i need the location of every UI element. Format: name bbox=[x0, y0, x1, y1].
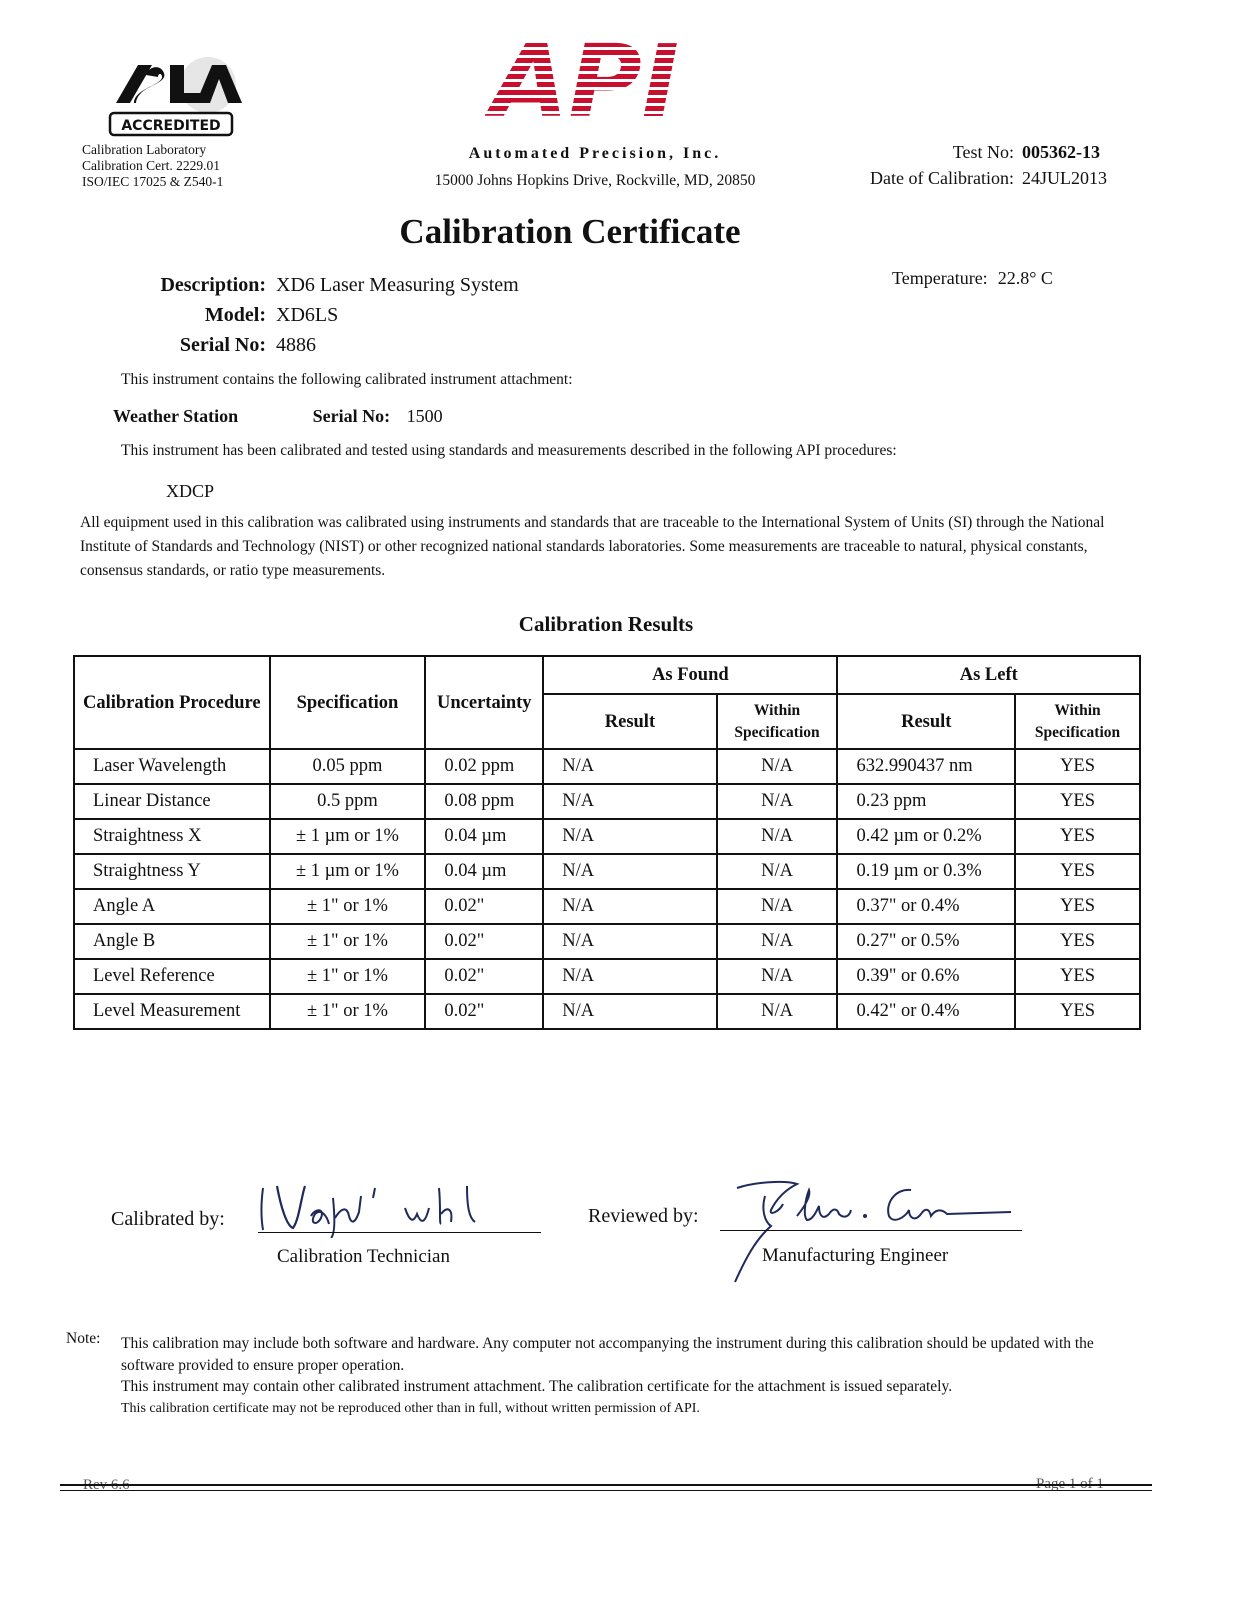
as-left-within-cell: YES bbox=[1015, 889, 1140, 924]
svg-text:API: API bbox=[491, 34, 679, 124]
company-address: 15000 Johns Hopkins Drive, Rockville, MD, 20850 bbox=[434, 172, 756, 189]
specification-cell: ± 1" or 1% bbox=[270, 959, 426, 994]
specification-cell: ± 1 µm or 1% bbox=[270, 854, 426, 889]
technician-signature-line bbox=[258, 1232, 541, 1233]
test-number-label: Test No: bbox=[952, 142, 1014, 162]
procedure-cell: Angle B bbox=[74, 924, 270, 959]
procedures-intro: This instrument has been calibrated and tested using standards and measurements described in the following API procedures: bbox=[121, 442, 897, 459]
table-row bbox=[74, 924, 1140, 959]
specification-cell: ± 1" or 1% bbox=[270, 924, 426, 959]
procedure-cell: Angle A bbox=[74, 889, 270, 924]
footer-rule-top bbox=[60, 1484, 1152, 1486]
procedure-cell: Level Reference bbox=[74, 959, 270, 994]
header-as-found: As Found bbox=[543, 656, 837, 694]
svg-text:ACCREDITED: ACCREDITED bbox=[121, 118, 221, 134]
api-logo bbox=[485, 34, 685, 124]
company-block bbox=[412, 145, 778, 190]
engineer-title: Manufacturing Engineer bbox=[762, 1245, 949, 1266]
as-left-result-cell: 0.42" or 0.4% bbox=[837, 994, 1015, 1029]
as-found-result-cell: N/A bbox=[543, 889, 716, 924]
uncertainty-cell: 0.02 ppm bbox=[425, 749, 543, 784]
note-label: Note: bbox=[66, 1330, 101, 1347]
as-found-result-cell: N/A bbox=[543, 924, 716, 959]
reviewed-by-label: Reviewed by: bbox=[588, 1205, 699, 1227]
procedure-cell: Level Measurement bbox=[74, 994, 270, 1029]
procedure-code: XDCP bbox=[166, 481, 215, 501]
test-info bbox=[842, 139, 1107, 191]
as-found-result-cell: N/A bbox=[543, 854, 716, 889]
uncertainty-cell: 0.08 ppm bbox=[425, 784, 543, 819]
specification-cell: ± 1 µm or 1% bbox=[270, 819, 426, 854]
as-found-within-cell: N/A bbox=[717, 924, 838, 959]
as-found-result-cell: N/A bbox=[543, 994, 716, 1029]
temperature-value: 22.8° C bbox=[997, 268, 1053, 288]
as-found-within-cell: N/A bbox=[717, 889, 838, 924]
a2la-accreditation-logo bbox=[108, 55, 244, 139]
technician-signature bbox=[255, 1168, 555, 1238]
engineer-signature-line bbox=[720, 1230, 1022, 1231]
engineer-signature bbox=[725, 1160, 1025, 1290]
as-left-result-cell: 0.37" or 0.4% bbox=[837, 889, 1015, 924]
as-left-result-cell: 0.27" or 0.5% bbox=[837, 924, 1015, 959]
calibration-date-label: Date of Calibration: bbox=[870, 168, 1014, 188]
specification-cell: 0.05 ppm bbox=[270, 749, 426, 784]
serial-value: 4886 bbox=[276, 334, 316, 356]
header-procedure: Calibration Procedure bbox=[74, 656, 270, 749]
uncertainty-cell: 0.02" bbox=[425, 924, 543, 959]
specification-cell: ± 1" or 1% bbox=[270, 889, 426, 924]
table-row bbox=[74, 854, 1140, 889]
calibration-date: 24JUL2013 bbox=[1022, 168, 1107, 188]
serial-label: Serial No: bbox=[179, 334, 266, 356]
as-found-within-cell: N/A bbox=[717, 749, 838, 784]
results-title: Calibration Results bbox=[518, 612, 694, 636]
accreditation-line2: Calibration Cert. 2229.01 bbox=[82, 158, 220, 173]
table-row bbox=[74, 749, 1140, 784]
note-line1: This calibration may include both software and hardware. Any computer not accompanying the instrument during this calibration should be updated with the software provided to ensure proper operation. bbox=[121, 1335, 1094, 1374]
header-uncertainty: Uncertainty bbox=[425, 656, 543, 749]
model-value: XD6LS bbox=[276, 304, 339, 326]
as-found-result-cell: N/A bbox=[543, 959, 716, 994]
attachment-name: Weather Station bbox=[113, 406, 239, 426]
attachment-intro: This instrument contains the following calibrated instrument attachment: bbox=[121, 371, 573, 388]
note-text bbox=[121, 1333, 1111, 1419]
header-found-result: Result bbox=[543, 694, 716, 749]
uncertainty-cell: 0.02" bbox=[425, 889, 543, 924]
as-found-within-cell: N/A bbox=[717, 959, 838, 994]
as-left-result-cell: 0.39" or 0.6% bbox=[837, 959, 1015, 994]
as-left-result-cell: 0.42 µm or 0.2% bbox=[837, 819, 1015, 854]
attachment-serial: 1500 bbox=[406, 406, 443, 426]
as-left-result-cell: 632.990437 nm bbox=[837, 749, 1015, 784]
uncertainty-cell: 0.02" bbox=[425, 994, 543, 1029]
note-line2: This instrument may contain other calibrated instrument attachment. The calibration certificate for the attachment is issued separately. bbox=[121, 1378, 953, 1395]
as-left-result-cell: 0.19 µm or 0.3% bbox=[837, 854, 1015, 889]
test-number: 005362-13 bbox=[1022, 142, 1100, 162]
as-found-result-cell: N/A bbox=[543, 749, 716, 784]
procedure-cell: Linear Distance bbox=[74, 784, 270, 819]
as-found-result-cell: N/A bbox=[543, 784, 716, 819]
description-value: XD6 Laser Measuring System bbox=[276, 274, 519, 296]
accreditation-text bbox=[82, 142, 223, 190]
table-row bbox=[74, 959, 1140, 994]
procedure-cell: Straightness Y bbox=[74, 854, 270, 889]
attachment-row bbox=[113, 406, 443, 427]
as-found-within-cell: N/A bbox=[717, 854, 838, 889]
as-left-within-cell: YES bbox=[1015, 959, 1140, 994]
table-row bbox=[74, 784, 1140, 819]
calibration-results-table bbox=[73, 655, 1141, 1030]
specification-cell: 0.5 ppm bbox=[270, 784, 426, 819]
temperature bbox=[892, 268, 1053, 289]
as-found-within-cell: N/A bbox=[717, 819, 838, 854]
traceability-statement: All equipment used in this calibration was calibrated using instruments and standards that are traceable to the International System of Units (SI) through the National Institute of Standards and Technology (NIST) or other recognized national standards laboratories. Some measurements are traceable to natural, physical constants, consensus standards, or ratio type measurements. bbox=[80, 514, 1105, 579]
header-as-left: As Left bbox=[837, 656, 1140, 694]
as-left-within-cell: YES bbox=[1015, 994, 1140, 1029]
table-row bbox=[74, 819, 1140, 854]
header-left-result: Result bbox=[837, 694, 1015, 749]
specification-cell: ± 1" or 1% bbox=[270, 994, 426, 1029]
accreditation-line1: Calibration Laboratory bbox=[82, 142, 207, 157]
as-left-within-cell: YES bbox=[1015, 819, 1140, 854]
page-title: Calibration Certificate bbox=[399, 212, 741, 251]
as-left-within-cell: YES bbox=[1015, 924, 1140, 959]
note-line3: This calibration certificate may not be reproduced other than in full, without written permission of API. bbox=[121, 1400, 700, 1416]
uncertainty-cell: 0.04 µm bbox=[425, 819, 543, 854]
revision-label: Rev 6.6 bbox=[83, 1477, 130, 1493]
instrument-info bbox=[120, 270, 519, 360]
as-found-within-cell: N/A bbox=[717, 994, 838, 1029]
page-number: Page 1 of 1 bbox=[1036, 1476, 1104, 1492]
header-specification: Specification bbox=[270, 656, 426, 749]
uncertainty-cell: 0.02" bbox=[425, 959, 543, 994]
footer-rule-bottom bbox=[60, 1490, 1152, 1491]
model-label: Model: bbox=[204, 304, 266, 326]
table-row bbox=[74, 994, 1140, 1029]
procedure-cell: Laser Wavelength bbox=[74, 749, 270, 784]
accreditation-line3: ISO/IEC 17025 & Z540-1 bbox=[82, 174, 224, 189]
as-found-within-cell: N/A bbox=[717, 784, 838, 819]
description-label: Description: bbox=[160, 274, 266, 296]
technician-title: Calibration Technician bbox=[277, 1246, 450, 1267]
header-found-within: Within Specification bbox=[717, 694, 838, 749]
table-row bbox=[74, 889, 1140, 924]
as-left-result-cell: 0.23 ppm bbox=[837, 784, 1015, 819]
as-left-within-cell: YES bbox=[1015, 749, 1140, 784]
attachment-serial-label: Serial No: bbox=[312, 406, 391, 426]
uncertainty-cell: 0.04 µm bbox=[425, 854, 543, 889]
calibrated-by-label: Calibrated by: bbox=[111, 1208, 225, 1230]
procedure-cell: Straightness X bbox=[74, 819, 270, 854]
as-left-within-cell: YES bbox=[1015, 854, 1140, 889]
header-left-within: Within Specification bbox=[1015, 694, 1140, 749]
company-name: Automated Precision, Inc. bbox=[468, 145, 722, 162]
temperature-label: Temperature: bbox=[892, 268, 988, 288]
as-left-within-cell: YES bbox=[1015, 784, 1140, 819]
as-found-result-cell: N/A bbox=[543, 819, 716, 854]
